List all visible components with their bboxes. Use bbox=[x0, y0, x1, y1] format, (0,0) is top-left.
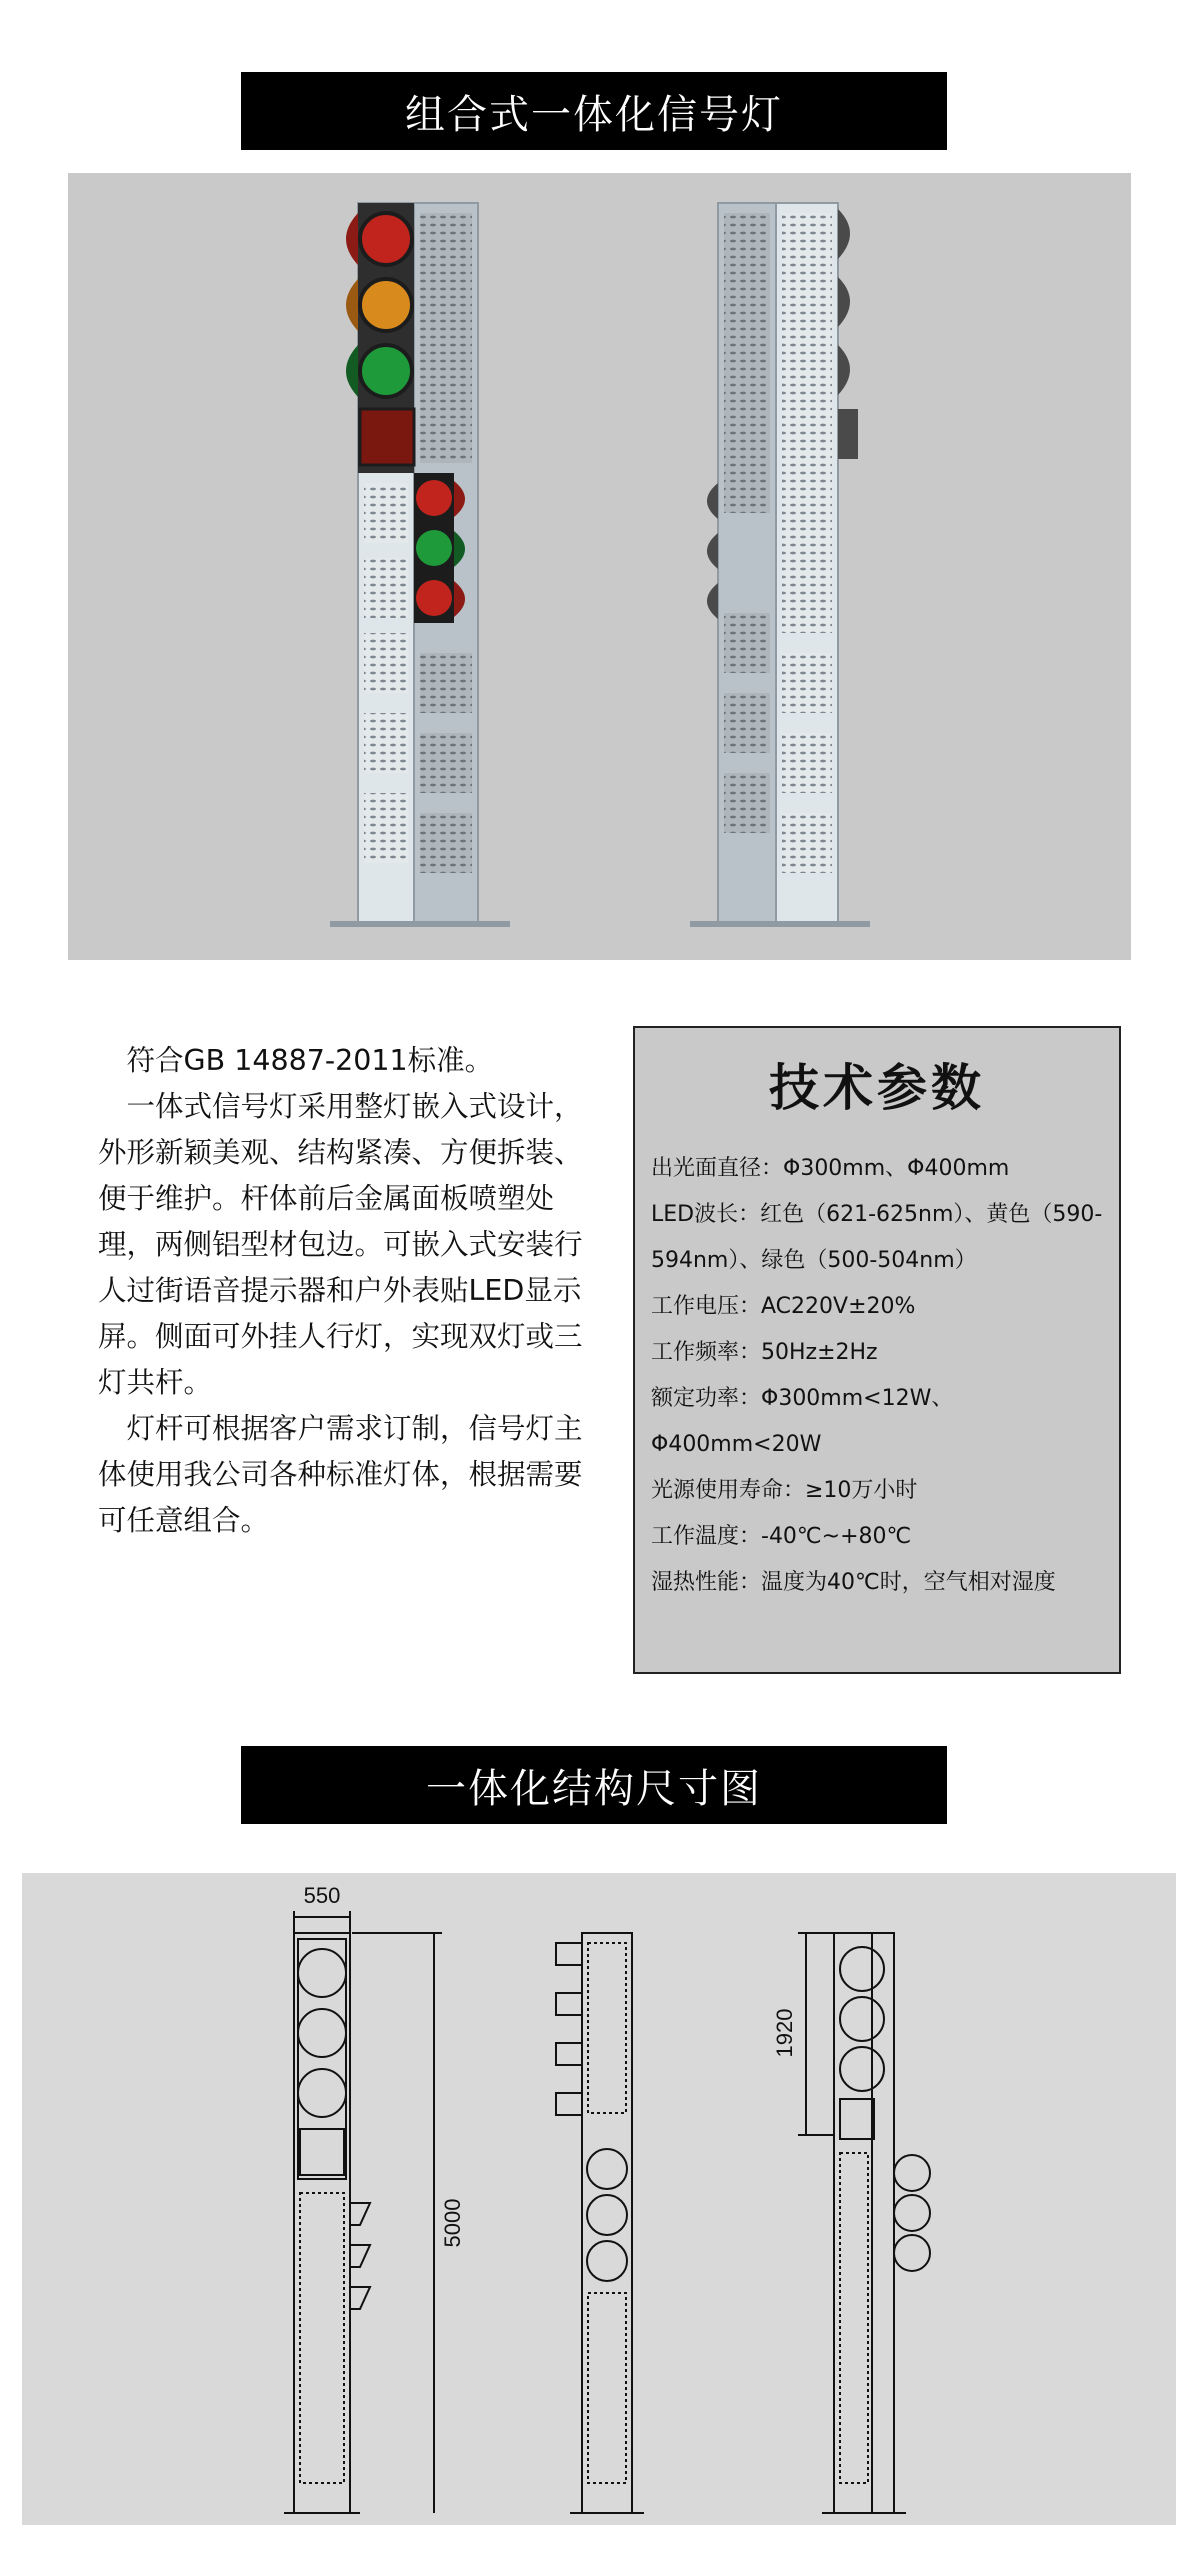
product-photo bbox=[68, 173, 1131, 960]
front-drawing bbox=[284, 1911, 442, 2513]
intro-text bbox=[98, 1038, 598, 1544]
head-dimension-label: 1920 bbox=[772, 2008, 797, 2058]
spec-title: 技术参数 bbox=[769, 1059, 985, 1117]
spec-list bbox=[635, 1146, 1119, 1606]
signal-pole-render bbox=[68, 173, 1131, 960]
dimension-drawing-svg bbox=[22, 1873, 1176, 2525]
front-view-pole bbox=[330, 203, 510, 927]
dimension-drawing bbox=[22, 1873, 1176, 2525]
oblique-drawing bbox=[798, 1933, 930, 2513]
spec-item: 光源使用寿命：≥10万小时 bbox=[651, 1478, 918, 1503]
rear-view-pole bbox=[690, 203, 870, 927]
width-dimension-label: 550 bbox=[303, 1883, 341, 1908]
spec-item: 工作电压：AC220V±20% bbox=[651, 1294, 916, 1319]
section-title-text: 组合式一体化信号灯 bbox=[405, 91, 783, 138]
section-title-text: 一体化结构尺寸图 bbox=[426, 1765, 762, 1812]
height-dimension-label: 5000 bbox=[440, 2198, 465, 2248]
section-title-dimensions bbox=[241, 1746, 947, 1824]
spec-item: 出光面直径：Φ300mm、Φ400mm bbox=[651, 1156, 1010, 1181]
intro-paragraph-2: 一体式信号灯采用整灯嵌入式设计，外形新颖美观、结构紧凑、方便拆装、便于维护。杆体前后金属面板喷塑处理，两侧铝型材包边。可嵌入式安装行人过街语音提示器和户外表贴LED显示屏。侧面可外挂人行灯，实现双灯或三灯共杆。 bbox=[98, 1090, 583, 1399]
intro-paragraph-3: 灯杆可根据客户需求订制，信号灯主体使用我公司各种标准灯体，根据需要可任意组合。 bbox=[98, 1412, 583, 1537]
side-drawing bbox=[556, 1933, 644, 2513]
section-title-combined bbox=[241, 72, 947, 150]
spec-item: 额定功率：Φ300mm<12W、Φ400mm<20W bbox=[651, 1386, 954, 1457]
intro-paragraph-1: 符合GB 14887-2011标准。 bbox=[126, 1044, 494, 1077]
spec-item: 工作温度：-40℃~+80℃ bbox=[651, 1524, 912, 1549]
spec-item: LED波长：红色（621-625nm）、黄色（590-594nm）、绿色（500-504nm） bbox=[651, 1202, 1103, 1273]
spec-item: 工作频率：50Hz±2Hz bbox=[651, 1340, 878, 1365]
spec-item: 湿热性能：温度为40℃时，空气相对湿度 bbox=[651, 1570, 1056, 1595]
spec-box bbox=[633, 1026, 1121, 1674]
